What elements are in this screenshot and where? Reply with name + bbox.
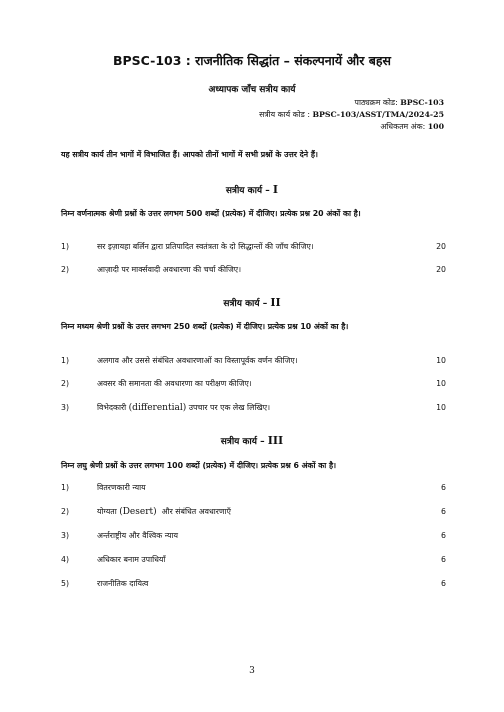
section-heading-2 — [0, 296, 504, 309]
section-heading-label: सत्रीय कार्य – — [225, 186, 270, 196]
question-text-part: और संबंधित अवधारणाएँ — [156, 507, 231, 516]
max-marks-line — [380, 122, 444, 132]
question-text: अलगाव और उससे संबंधित अवधारणाओं का विस्तापूर्वक वर्णन कीजिए। — [97, 356, 298, 365]
question-text: आज़ादी पर मार्क्सवादी अवधारणा की चर्चा कीजिए। — [97, 265, 242, 274]
intro-text: यह सत्रीय कार्य तीन भागों में विभाजित हैं। आपको तीनों भागों में सभी प्रश्नों के उत्तर देने हैं। — [61, 150, 318, 159]
max-marks-label: अधिकतम अंक: — [380, 122, 426, 131]
assignment-code-value: BPSC-103/ASST/TMA/2024-25 — [312, 110, 444, 119]
question-marks: 6 — [441, 555, 446, 564]
question-text: राजनीतिक दायित्व — [97, 579, 149, 588]
question-number: 2) — [61, 507, 70, 516]
section-heading-3 — [0, 434, 504, 447]
question-marks: 10 — [436, 379, 446, 388]
course-code-value: BPSC-103 — [400, 98, 444, 107]
question-marks: 6 — [441, 579, 446, 588]
max-marks-value: 100 — [427, 122, 444, 131]
question-marks: 10 — [436, 356, 446, 365]
section-heading-label: सत्रीय कार्य – — [220, 437, 265, 447]
section-numeral: I — [272, 183, 279, 196]
question-text: सर इज़ायहा बर्लिन द्वारा प्रतिपादित स्वतंत्रता के दो सिद्धान्तों की जाँच कीजिए। — [97, 242, 314, 251]
section-instruction-1: निम्न वर्णनात्मक श्रेणी प्रश्नों के उत्तर लगभग 500 शब्दों (प्रत्येक) में दीजिए। प्रत्येक प्रश्न 20 अंकों का है। — [61, 209, 361, 218]
question-text: वितरणकारी न्याय — [97, 483, 146, 492]
question-number: 3) — [61, 403, 70, 412]
question-marks: 6 — [441, 531, 446, 540]
question-text-part: विभेदकारी — [97, 403, 129, 412]
question-text-part: योग्यता — [97, 507, 120, 516]
document-title: BPSC-103 : राजनीतिक सिद्धांत – संकल्पनायें और बहस — [112, 53, 391, 68]
question-marks: 20 — [436, 265, 446, 274]
question-number: 4) — [61, 555, 70, 564]
question-text: अवसर की समानता की अवधारणा का परीक्षण कीजिए। — [97, 379, 252, 388]
question-marks: 10 — [436, 403, 446, 412]
question-text-latin: (differential) — [128, 403, 187, 413]
question-text: अर्न्तराष्ट्रीय और वैश्विक न्याय — [97, 531, 179, 540]
section-numeral: III — [267, 434, 284, 447]
section-heading-1 — [0, 183, 504, 196]
question-marks: 20 — [436, 242, 446, 251]
question-text — [97, 403, 270, 413]
question-marks: 6 — [441, 483, 446, 492]
section-numeral: II — [270, 296, 281, 309]
assignment-code-label: सत्रीय कार्य कोड : — [259, 110, 310, 119]
document-subtitle: अध्यापक जाँच सत्रीय कार्य — [208, 85, 296, 95]
page-number: 3 — [249, 666, 255, 676]
question-number: 2) — [61, 379, 70, 388]
assignment-code-line — [259, 110, 444, 120]
question-number: 2) — [61, 265, 70, 274]
section-instruction-3: निम्न लघु श्रेणी प्रश्नों के उत्तर लगभग 100 शब्दों (प्रत्येक) में दीजिए। प्रत्येक प्रश्न 6 अंकों का है। — [61, 461, 337, 470]
question-text-part: उपचार पर एक लेख लिखिए। — [186, 403, 271, 412]
question-number: 1) — [61, 483, 70, 492]
question-text-latin: (Desert) — [119, 507, 157, 517]
course-code-label: पाठ्यक्रम कोड: — [354, 98, 398, 107]
course-code-line — [355, 98, 444, 108]
question-number: 1) — [61, 242, 70, 251]
question-number: 5) — [61, 579, 70, 588]
question-number: 1) — [61, 356, 70, 365]
section-heading-label: सत्रीय कार्य – — [223, 299, 268, 309]
question-text — [97, 507, 231, 517]
section-instruction-2: निम्न मध्यम श्रेणी प्रश्नों के उत्तर लगभग 250 शब्दों (प्रत्येक) में दीजिए। प्रत्येक प्रश्न 10 अंकों का है। — [61, 322, 349, 331]
question-marks: 6 — [441, 507, 446, 516]
question-number: 3) — [61, 531, 70, 540]
question-text: अधिकार बनाम उपाधियाँ — [97, 555, 166, 564]
